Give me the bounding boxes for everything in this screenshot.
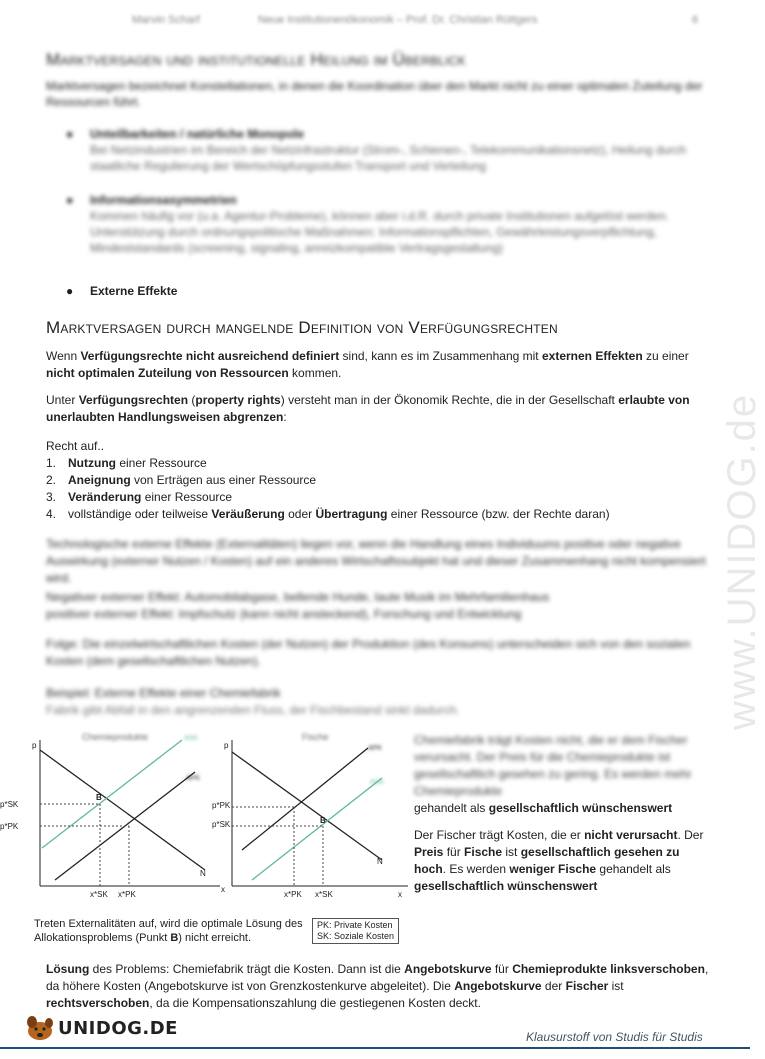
graph1-ask-label: ASK [184, 735, 199, 742]
graph1-apk-label: APK [186, 775, 201, 782]
section-property-rights [46, 318, 708, 523]
list-item [46, 126, 706, 174]
list-item-title: Informationsasymmetrien [90, 193, 237, 207]
section1-title: Marktversagen und institutionelle Heilung im Überblick [46, 50, 466, 69]
graph-legend [312, 918, 399, 944]
list-item-desc: Kommen häufig vor (u.a. Agentur-Probleme), können aber i.d.R. durch private Institutionen aufgelöst werden. Unterstützung durch ordnungspolitische Maßnahmen: Informationspflichten, Gewährleistungsverpflichtung, Mindeststandards (screening, signaling, anreizkompatible Vertragsgestaltung) [90, 209, 669, 255]
section2-title: Marktversagen durch mangelnde Definition von Verfügungsrechten [46, 318, 558, 337]
list-item-desc: Bei Netzindustrien im Bereich der Netzinfrastruktur (Strom-, Schienen-, Telekommunikationsnetz), Heilung durch staatliche Regulierung der Wertschöpfungsstufen Transport und Verteilung [90, 143, 687, 173]
external-effects-label: Externe Effekte [90, 284, 178, 298]
solution-paragraph: Lösung des Problems: Chemiefabrik trägt die Kosten. Dann ist die Angebotskurve für Chemieprodukte linksverschoben, da höhere Kosten (Angebotskurve ist von Grenzkostenkurve abgeleitet). Die Angebotskurve der Fischer ist rechtsverschoben, da die Kompensationszahlung die gestiegenen Kosten deckt. [46, 962, 709, 1010]
graph1-demand-curve [40, 750, 205, 870]
section1-list [46, 126, 706, 256]
graph1-psk-label: p*SK [0, 800, 19, 809]
graph2-point-b: B [320, 816, 326, 825]
graph2-y-label: p [224, 741, 229, 750]
graphs-svg [0, 730, 410, 920]
graph-fish [212, 732, 408, 899]
chemicals-explanation: Chemiefabrik trägt Kosten nicht, die er dem Fischer verursacht. Der Preis für die Chemieprodukte ist gesellschaftlich gesehen zu gering. Es werden mehr Chemieprodukte gehandelt als gesellschaftlich wünschenswert [414, 732, 714, 817]
graph1-supply-social [42, 740, 182, 848]
right-explanation [414, 732, 714, 905]
graph1-xsk-label: x*SK [90, 890, 108, 899]
graph2-x-label: x [398, 890, 402, 899]
footer-tagline: Klausurstoff von Studis für Studis [526, 1030, 703, 1044]
legend-private-costs: PK: Private Kosten [317, 920, 393, 930]
graph-caption: Treten Externalitäten auf, wird die optimale Lösung des Allokationsproblems (Punkt B) nicht erreicht. [34, 918, 303, 944]
example-title: Beispiel: Externe Effekte einer Chemiefabrik [46, 686, 281, 700]
example-text: Fabrik gibt Abfall in den angrenzenden Fluss, der Fischbestand sinkt dadurch. [46, 703, 460, 717]
footer-divider [0, 1047, 750, 1049]
fisher-explanation: Der Fischer trägt Kosten, die er nicht verursacht. Der Preis für Fische ist gesellschaftlich gesehen zu hoch. Es werden weniger Fische gehandelt als gesellschaftlich wünschenswert [414, 828, 704, 893]
watermark [692, 270, 764, 730]
watermark-text: www.UNIDOG.de [720, 392, 764, 730]
consequence-text: Folge: Die einzelwirtschaftlichen Kosten (der Nutzen) der Produktion (des Konsums) unterscheiden sich von den sozialen Kosten (dem gesellschaftlichen Nutzen). [46, 637, 691, 668]
graph2-ask-label: ASK [370, 779, 385, 786]
list-item: 3. Veränderung einer Ressource [46, 490, 233, 504]
page-header [0, 14, 750, 34]
graph2-demand-curve [232, 752, 385, 860]
negative-effect-text: Negativer externer Effekt: Automobilabgase, bellende Hunde, laute Musik im Mehrfamilienhaus [46, 590, 550, 604]
section-market-failure-overview [46, 50, 706, 274]
list-item: 2. Aneignung von Erträgen aus einer Ressource [46, 473, 317, 487]
graph1-y-label: p [32, 741, 37, 750]
tech-external-effects-text: Technologische externe Effekte (Externalitäten) liegen vor, wenn die Handlung eines Individuums positive oder negative Auswirkung (externer Nutzen / Kosten) auf ein anderes Wirtschaftssubjekt hat und dieser Zusammenhang nicht kompensiert wird. [46, 537, 706, 585]
section2-paragraph-2: Unter Verfügungsrechten (property rights) versteht man in der Ökonomik Rechte, die in der Gesellschaft erlaubte von unerlaubten Handlungsweisen abgrenzen: [46, 393, 690, 424]
graph2-supply-private [242, 748, 368, 850]
legend-social-costs: SK: Soziale Kosten [317, 931, 395, 941]
graph2-psk-label: p*SK [212, 820, 231, 829]
graph1-xpk-label: x*PK [118, 890, 136, 899]
graph-chemicals [0, 732, 225, 899]
rights-list [46, 455, 708, 523]
dog-icon [22, 1014, 58, 1042]
section1-intro: Marktversagen bezeichnet Konstellationen, in denen die Koordination über den Markt nicht zu einer optimalen Zuteilung der Ressourcen führt. [46, 79, 703, 109]
list-item [46, 192, 706, 256]
bullet-icon: ● [66, 193, 74, 207]
logo-text: UNIDOG.DE [58, 1018, 178, 1039]
graph2-xpk-label: x*PK [284, 890, 302, 899]
graph1-x-label: x [221, 885, 225, 894]
graph1-ppk-label: p*PK [0, 822, 19, 831]
graph2-ppk-label: p*PK [212, 801, 231, 810]
list-item-title: Unteilbarkeiten / natürliche Monopole [90, 127, 305, 141]
bullet-icon: ● [66, 127, 74, 141]
bullet-icon: ● [66, 284, 74, 298]
externalities-graphs [0, 730, 410, 930]
graph1-n-label: N [200, 869, 206, 878]
section2-paragraph-1: Wenn Verfügungsrechte nicht ausreichend definiert sind, kann es im Zusammenhang mit externen Effekten zu einer nicht optimalen Zuteilung von Ressourcen kommen. [46, 349, 689, 380]
header-author: Marvin Scharf [132, 14, 200, 26]
chemicals-blurred-text: Chemiefabrik trägt Kosten nicht, die er dem Fischer verursacht. Der Preis für die Chemieprodukte ist gesellschaftlich gesehen zu gering. Es werden mehr Chemieprodukte [414, 733, 692, 798]
rights-intro: Recht auf.. [46, 439, 105, 453]
graph2-apk-label: APK [368, 745, 383, 752]
graph2-xsk-label: x*SK [315, 890, 333, 899]
graph2-n-label: N [377, 857, 383, 866]
graph1-point-b: B [96, 793, 102, 802]
graph2-supply-social [252, 778, 385, 880]
graph2-title: Fische [302, 732, 329, 742]
list-item: 4. vollständige oder teilweise Veräußerung oder Übertragung einer Ressource (bzw. der Rechte daran) [46, 507, 610, 521]
header-page-number: 6 [692, 14, 699, 26]
list-item: 1. Nutzung einer Ressource [46, 456, 207, 470]
positive-effect-text: positiver externer Effekt: Impfschutz (kann nicht ansteckend), Forschung und Entwicklung [46, 607, 522, 621]
graph1-title: Chemieprodukte [82, 732, 149, 742]
header-course: Neue Institutionenökonomik – Prof. Dr. Christian Rüttgers [258, 14, 538, 26]
